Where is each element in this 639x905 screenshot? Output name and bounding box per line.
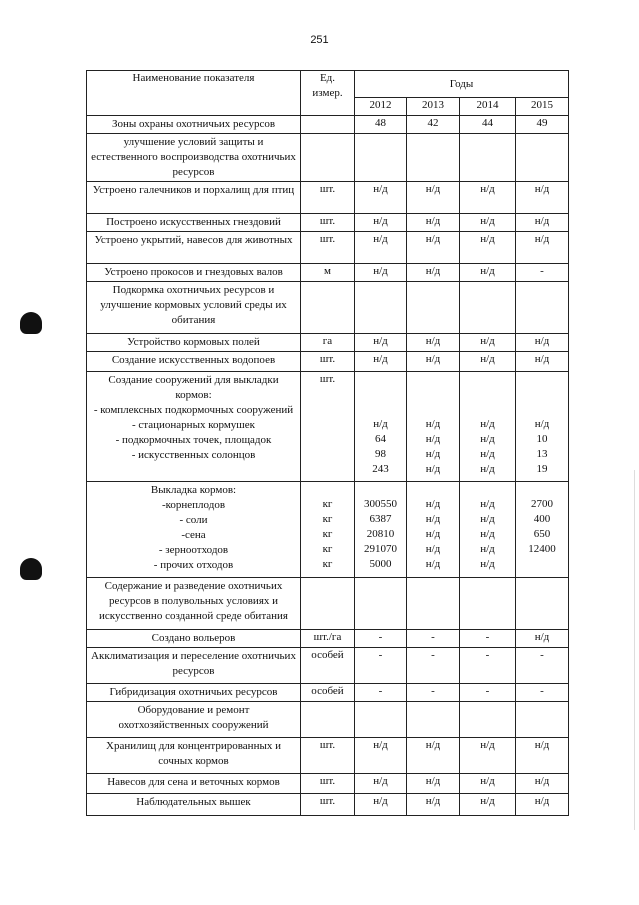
table-row — [87, 794, 569, 816]
value-cell — [516, 282, 569, 334]
value-cell: н/д н/д н/д н/д н/д — [407, 482, 460, 578]
value-cell: - — [407, 630, 460, 648]
value-cell: - — [407, 648, 460, 684]
value-cell: - — [355, 648, 407, 684]
page-number: 251 — [310, 34, 329, 46]
value-cell — [407, 134, 460, 182]
value-cell: н/д — [460, 738, 516, 774]
value-cell — [516, 702, 569, 738]
value-cell: н/д — [407, 738, 460, 774]
value-cell: н/д 64 98 243 — [355, 372, 407, 482]
value-cell — [355, 702, 407, 738]
value-cell: н/д — [516, 214, 569, 232]
table-row — [87, 264, 569, 282]
value-cell: н/д — [516, 738, 569, 774]
value-cell: н/д — [355, 352, 407, 372]
value-cell: н/д — [355, 214, 407, 232]
value-cell: н/д н/д н/д н/д н/д — [460, 482, 516, 578]
indicator-cell: Оборудование и ремонт охотхозяйственных сооружений — [87, 702, 301, 738]
indicator-cell: Устроено прокосов и гнездовых валов — [87, 264, 301, 282]
value-cell — [407, 578, 460, 630]
header-indicator: Наименование показателя — [87, 71, 301, 116]
value-cell — [355, 282, 407, 334]
unit-cell: особей — [301, 648, 355, 684]
value-cell: 300550 6387 20810 291070 5000 — [355, 482, 407, 578]
unit-cell: шт. — [301, 182, 355, 214]
value-cell: н/д — [407, 774, 460, 794]
value-cell — [407, 702, 460, 738]
value-cell: н/д 10 13 19 — [516, 372, 569, 482]
value-cell: н/д — [355, 264, 407, 282]
value-cell: н/д — [460, 232, 516, 264]
value-cell: 2700 400 650 12400 — [516, 482, 569, 578]
unit-cell: кг кг кг кг кг — [301, 482, 355, 578]
value-cell: 48 — [355, 116, 407, 134]
value-cell: н/д — [460, 182, 516, 214]
indicator-cell: Акклиматизация и переселение охотничьих ресурсов — [87, 648, 301, 684]
value-cell: н/д — [460, 334, 516, 352]
value-cell: 44 — [460, 116, 516, 134]
table-row — [87, 774, 569, 794]
table-row — [87, 578, 569, 630]
value-cell: - — [516, 684, 569, 702]
unit-cell: га — [301, 334, 355, 352]
indicator-cell: Содержание и разведение охотничьих ресурсов в полувольных условиях и искусственно созданной среде обитания — [87, 578, 301, 630]
value-cell: н/д — [355, 334, 407, 352]
table-row — [87, 352, 569, 372]
punch-hole-bottom — [20, 558, 42, 580]
value-cell: н/д — [355, 794, 407, 816]
unit-cell: шт. — [301, 352, 355, 372]
table-row — [87, 648, 569, 684]
value-cell: - — [407, 684, 460, 702]
value-cell: н/д — [407, 182, 460, 214]
margin-line — [634, 470, 635, 830]
value-cell: - — [355, 684, 407, 702]
value-cell: 42 — [407, 116, 460, 134]
value-cell: 49 — [516, 116, 569, 134]
value-cell: н/д — [407, 214, 460, 232]
unit-cell: шт. — [301, 372, 355, 482]
value-cell — [460, 134, 516, 182]
indicator-cell: Хранилищ для концентрированных и сочных кормов — [87, 738, 301, 774]
value-cell: н/д — [516, 182, 569, 214]
value-cell: н/д — [355, 774, 407, 794]
value-cell: н/д — [460, 264, 516, 282]
unit-cell: шт. — [301, 774, 355, 794]
header-year: 2013 — [407, 98, 460, 116]
value-cell: н/д — [407, 352, 460, 372]
table-row — [87, 630, 569, 648]
unit-cell: шт. — [301, 214, 355, 232]
value-cell: н/д — [460, 774, 516, 794]
table-row — [87, 482, 569, 578]
value-cell — [407, 282, 460, 334]
indicator-cell: Создано вольеров — [87, 630, 301, 648]
unit-cell — [301, 134, 355, 182]
value-cell: - — [460, 684, 516, 702]
value-cell: - — [516, 648, 569, 684]
indicator-cell: Построено искусственных гнездовий — [87, 214, 301, 232]
header-year: 2012 — [355, 98, 407, 116]
unit-cell — [301, 282, 355, 334]
table-row — [87, 134, 569, 182]
unit-cell — [301, 116, 355, 134]
punch-hole-top — [20, 312, 42, 334]
value-cell: н/д — [516, 794, 569, 816]
value-cell: н/д — [407, 232, 460, 264]
value-cell — [516, 578, 569, 630]
value-cell — [460, 702, 516, 738]
unit-cell: шт./га — [301, 630, 355, 648]
indicator-cell: Создание искусственных водопоев — [87, 352, 301, 372]
table-row — [87, 214, 569, 232]
value-cell: н/д — [516, 232, 569, 264]
unit-cell: шт. — [301, 794, 355, 816]
table-body — [87, 116, 569, 816]
value-cell — [355, 134, 407, 182]
value-cell: н/д — [460, 794, 516, 816]
indicator-cell: Наблюдательных вышек — [87, 794, 301, 816]
table-row — [87, 282, 569, 334]
value-cell — [460, 578, 516, 630]
table-row — [87, 372, 569, 482]
value-cell: н/д — [516, 774, 569, 794]
value-cell: н/д — [516, 630, 569, 648]
value-cell: - — [516, 264, 569, 282]
value-cell: н/д — [355, 232, 407, 264]
header-years: Годы — [355, 71, 569, 98]
value-cell: н/д н/д н/д н/д — [407, 372, 460, 482]
value-cell — [516, 134, 569, 182]
indicator-cell: улучшение условий защиты и естественного воспроизводства охотничьих ресурсов — [87, 134, 301, 182]
unit-cell — [301, 578, 355, 630]
unit-cell: шт. — [301, 738, 355, 774]
value-cell: н/д — [516, 352, 569, 372]
indicator-cell: Навесов для сена и веточных кормов — [87, 774, 301, 794]
value-cell: н/д — [355, 738, 407, 774]
indicator-cell: Устроено галечников и порхалищ для птиц — [87, 182, 301, 214]
indicator-cell: Зоны охраны охотничьих ресурсов — [87, 116, 301, 134]
indicator-cell: Гибридизация охотничьих ресурсов — [87, 684, 301, 702]
value-cell: н/д — [460, 214, 516, 232]
indicator-cell: Подкормка охотничьих ресурсов и улучшение кормовых условий среды их обитания — [87, 282, 301, 334]
unit-cell: особей — [301, 684, 355, 702]
table-row — [87, 182, 569, 214]
value-cell: - — [355, 630, 407, 648]
value-cell: - — [460, 630, 516, 648]
table-row — [87, 684, 569, 702]
indicator-cell: Создание сооружений для выкладки кормов: - комплексных подкормочных сооружений - стационарных кормушек - подкормочных точек, площадок - искусственных солонцов — [87, 372, 301, 482]
indicator-cell: Устроено укрытий, навесов для животных — [87, 232, 301, 264]
value-cell: - — [460, 648, 516, 684]
value-cell: н/д — [407, 794, 460, 816]
value-cell: н/д — [407, 334, 460, 352]
value-cell: н/д — [407, 264, 460, 282]
table-row — [87, 116, 569, 134]
value-cell: н/д — [516, 334, 569, 352]
unit-cell — [301, 702, 355, 738]
unit-cell: м — [301, 264, 355, 282]
value-cell — [355, 578, 407, 630]
data-table — [86, 70, 569, 816]
header-unit: Ед. измер. — [301, 71, 355, 116]
indicator-cell: Выкладка кормов: -корнеплодов - соли -сена - зерноотходов - прочих отходов — [87, 482, 301, 578]
value-cell: н/д — [460, 352, 516, 372]
value-cell: н/д н/д н/д н/д — [460, 372, 516, 482]
table-row — [87, 702, 569, 738]
header-year: 2014 — [460, 98, 516, 116]
header-year: 2015 — [516, 98, 569, 116]
table-row — [87, 738, 569, 774]
table-row — [87, 334, 569, 352]
value-cell: н/д — [355, 182, 407, 214]
unit-cell: шт. — [301, 232, 355, 264]
value-cell — [460, 282, 516, 334]
indicator-cell: Устройство кормовых полей — [87, 334, 301, 352]
table-row — [87, 232, 569, 264]
